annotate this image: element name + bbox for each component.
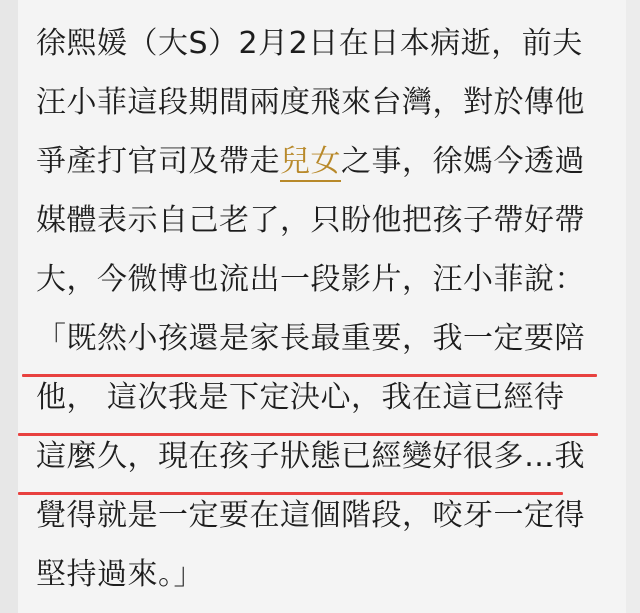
article-line-2 [36, 73, 612, 132]
article-line-6 [36, 309, 612, 368]
red-underline-highlight-2 [18, 433, 598, 436]
text-segment: 他， 這次我是下定決心，我在這已經待 [36, 380, 565, 415]
right-margin-rail [626, 0, 640, 613]
article-line-5 [36, 250, 612, 309]
text-segment: 堅持過來。」 [36, 557, 204, 592]
text-segment: 「既然小孩還是家長最重要，我一定要陪 [36, 321, 585, 356]
text-segment: 這麼久，現在孩子狀態已經變好很多…我 [36, 439, 585, 474]
red-underline-highlight-1 [22, 374, 597, 377]
inline-link-children[interactable]: 兒女 [280, 144, 341, 182]
left-margin-rail [0, 0, 18, 613]
article-line-1 [36, 14, 612, 73]
text-segment: 之事，徐媽今透過 [341, 144, 585, 179]
text-segment: 覺得就是一定要在這個階段，咬牙一定得 [36, 498, 585, 533]
article-line-4 [36, 191, 612, 250]
text-segment: 媒體表示自己老了，只盼他把孩子帶好帶 [36, 203, 585, 238]
text-segment: 汪小菲這段期間兩度飛來台灣，對於傳他 [36, 85, 585, 120]
article-body [18, 0, 626, 613]
text-segment: 大，今微博也流出一段影片，汪小菲說： [36, 262, 585, 297]
text-segment: 徐熙媛（大S）2月2日在日本病逝，前夫 [36, 26, 583, 61]
article-line-10 [36, 545, 612, 604]
text-segment: 爭產打官司及帶走 [36, 144, 280, 179]
red-underline-highlight-3 [18, 492, 563, 495]
article-line-3 [36, 132, 612, 191]
